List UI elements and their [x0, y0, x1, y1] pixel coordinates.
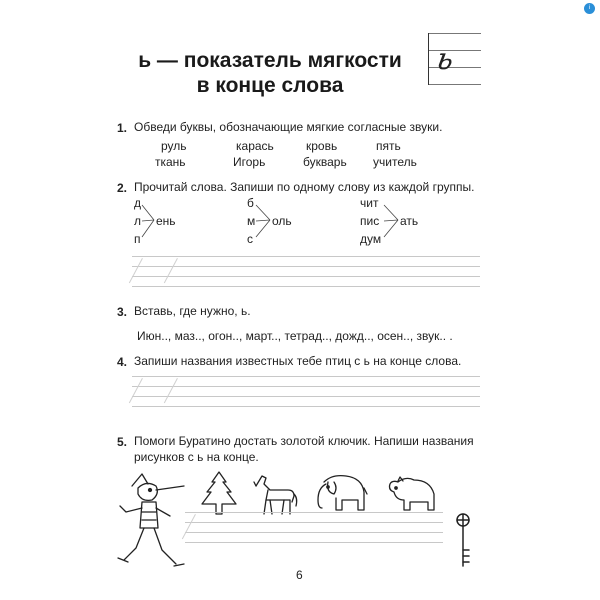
- word: Игорь: [233, 155, 266, 169]
- horse-picture: [250, 470, 300, 518]
- bear-picture: [384, 470, 440, 518]
- writing-lines-task-4[interactable]: [132, 376, 480, 406]
- fir-tree-picture: [196, 470, 242, 518]
- golden-key-icon: [448, 512, 478, 570]
- suffix: ень: [156, 214, 176, 228]
- task-5-number: 5.: [117, 435, 128, 449]
- word: ткань: [155, 155, 186, 169]
- task-3-text: Вставь, где нужно, ь.: [134, 304, 251, 318]
- task-2-text: Прочитай слова. Запиши по одному слову из каждой группы.: [134, 180, 475, 194]
- writing-lines-task-5[interactable]: [185, 512, 443, 542]
- task-3-sentence: Июн.., маз.., огон.., март.., тетрад.., дожд.., осен.., звук.. .: [137, 329, 453, 343]
- word: пять: [376, 139, 401, 153]
- prefix: м: [247, 214, 256, 228]
- prefix: п: [134, 232, 141, 246]
- prefix: чит: [360, 196, 379, 210]
- page-title: [120, 48, 420, 98]
- task-4-text: Запиши названия известных тебе птиц с ь на конце слова.: [134, 354, 462, 368]
- task-3-number: 3.: [117, 305, 128, 319]
- prefix: с: [247, 232, 253, 246]
- task-4-number: 4.: [117, 355, 128, 369]
- title-line-1: ь — показатель мягкости: [138, 49, 402, 72]
- task-1-text: Обведи буквы, обозначающие мягкие согласные звуки.: [134, 120, 443, 134]
- prefix: б: [247, 196, 254, 210]
- word: учитель: [373, 155, 417, 169]
- word: руль: [161, 139, 187, 153]
- task-5-text-line-2: рисунков с ь на конце.: [134, 450, 259, 464]
- word: карась: [236, 139, 274, 153]
- title-line-2: в конце слова: [196, 74, 344, 97]
- prefix: дум: [360, 232, 382, 246]
- suffix: ать: [400, 214, 419, 228]
- page-number: 6: [296, 568, 303, 582]
- cursive-letter-box: [428, 33, 481, 85]
- prefix: пис: [360, 214, 380, 228]
- task-5-text-line-1: Помоги Буратино достать золотой ключик. Напиши названия: [134, 434, 474, 448]
- task-2-number: 2.: [117, 181, 128, 195]
- word: кровь: [306, 139, 338, 153]
- cursive-soft-sign: ь: [433, 42, 457, 77]
- suffix: оль: [272, 214, 292, 228]
- buratino-illustration: [112, 468, 192, 578]
- elephant-picture: [312, 470, 368, 518]
- prefix: д: [134, 196, 142, 210]
- word: букварь: [303, 155, 347, 169]
- task-1-number: 1.: [117, 121, 128, 135]
- publisher-logo: i: [584, 3, 595, 14]
- writing-lines-task-2[interactable]: [132, 256, 480, 286]
- prefix: л: [134, 214, 142, 228]
